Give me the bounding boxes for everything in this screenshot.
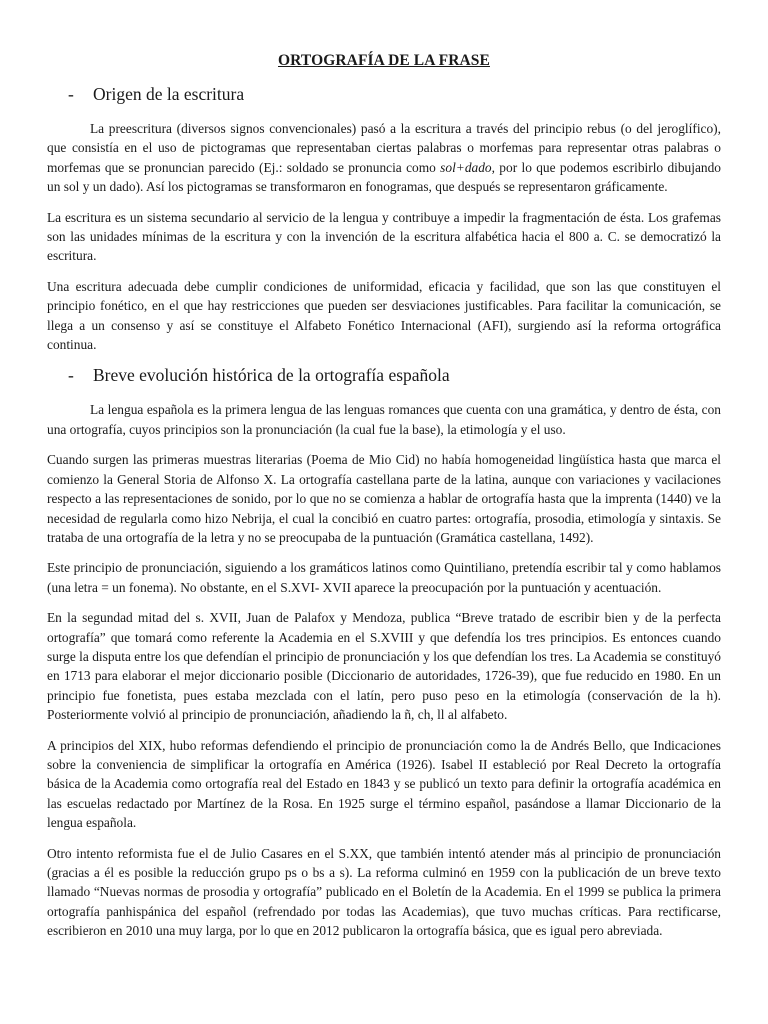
paragraph <box>47 119 721 197</box>
section-heading-text: Origen de la escritura <box>93 84 245 104</box>
paragraph: Otro intento reformista fue el de Julio Casares en el S.XX, que también intentó atender más al principio de pronunciación (gracias a él es posible la reducción grupo ps o bs a s). La reforma culminó en 1959 con la publicación de un breve texto llamado “Nuevas normas de prosodia y ortografía” publicado en el Boletín de la Academia. En el 1999 se publica la primera ortografía panhispánica del español (refrendado por todas las Academias), que tuvo muchas críticas. Para rectificarse, escribieron en 2010 una muy larga, por lo que en 2012 publicaron la ortografía básica, que es igual pero abreviada. <box>47 845 721 939</box>
paragraph-text: La preescritura (diversos signos convencionales) pasó a la escritura a través del principio rebus (o del jeroglífico), que consistía en el uso de pictogramas que representaban ciertas palabras o morfemas para representar otras palabras o morfemas que se pronuncian parecido (Ej.: soldado se pronuncia como <box>47 121 721 175</box>
paragraph: Cuando surgen las primeras muestras literarias (Poema de Mio Cid) no había homogeneidad lingüística hasta que marca el comienzo la General Storia de Alfonso X. La ortografía castellana parte de la latina, aunque con variaciones y vacilaciones respecto a las representaciones de sonido, por lo que no se comienza a hablar de ortografía hasta que la imprenta (1440) ve la necesidad de regularla como hizo Nebrija, el cual la concibió en cuatro partes: ortografía, prosodia, etimología y sintaxis. Se trataba de una ortografía de la letra y no se preocupaba de la puntuación (Gramática castellana, 1492). <box>47 452 721 545</box>
bullet-dash: - <box>68 365 74 386</box>
paragraph: En la segundad mitad del s. XVII, Juan de Palafox y Mendoza, publica “Breve tratado de escribir bien y de la perfecta ortografía” que tomará como referente la Academia en el S.XVIII y que defendía los tres principios. Es entonces cuando surge la disputa entre los que defendían el principio de pronunciación y los que defendían los tres. La Academia se constituyó en 1713 para elaborar el mejor diccionario posible (Diccionario de autoridades, 1726-39), que fue reducido en 1980. En un principio fue fonetista, pues estaba mezclada con el latín, pero puso peso en la etimología (conservación de la h). Posteriormente volvió al principio de pronunciación, añadiendo la ñ, ch, ll al alfabeto. <box>47 610 721 723</box>
paragraph: Una escritura adecuada debe cumplir condiciones de uniformidad, eficacia y facilidad, que son las que constituyen el principio fonético, en el que hay restricciones que pueden ser desviaciones justificables. Para facilitar la comunicación, se llega a un consenso y así se constituye el Alfabeto Fonético Internacional (AFI), surgiendo así la reforma ortográfica continua. <box>47 278 721 353</box>
paragraph: A principios del XIX, hubo reformas defendiendo el principio de pronunciación como la de Andrés Bello, que Indicaciones sobre la conveniencia de simplificar la ortografía en América (1926). Isabel II estableció por Real Decreto la ortografía básica de la Academia como ortografía real del Estado en 1843 y se publicó un texto para definir la ortografía académica en las escuelas redactado por Martínez de la Rosa. En 1925 surge el término español, pasándose a llamar Diccionario de la lengua española. <box>47 737 721 831</box>
paragraph: La escritura es un sistema secundario al servicio de la lengua y contribuye a impedir la fragmentación de ésta. Los grafemas son las unidades mínimas de la escritura y con la invención de la escritura alfabética hacia el 800 a. C. se democratizó la escritura. <box>47 209 721 264</box>
section-heading-evolucion <box>47 365 721 386</box>
paragraph: Este principio de pronunciación, siguiendo a los gramáticos latinos como Quintiliano, pretendía escribir tal y como hablamos (una letra = un fonema). No obstante, en el S.XVI- XVII aparece la preocupación por la puntuación y acentuación. <box>47 560 721 595</box>
document-title: ORTOGRAFÍA DE LA FRASE <box>278 52 490 69</box>
section-heading-origen <box>47 84 721 105</box>
paragraph-italic-text: sol+dado <box>440 159 492 175</box>
paragraph-text: , por lo que podemos escribirlo dibujando un sol y un dado). Así los pictogramas se transformaron en fonogramas, que después se representaron gráficamente. <box>47 159 722 195</box>
bullet-dash: - <box>68 84 74 104</box>
paragraph: La lengua española es la primera lengua de las lenguas romances que cuenta con una gramática, y dentro de ésta, con una ortografía, cuyos principios son la pronunciación (la cual fue la base), la etimología y el uso. <box>47 402 721 437</box>
section-heading-text: Breve evolución histórica de la ortografía española <box>93 365 450 386</box>
document-page <box>47 52 721 952</box>
